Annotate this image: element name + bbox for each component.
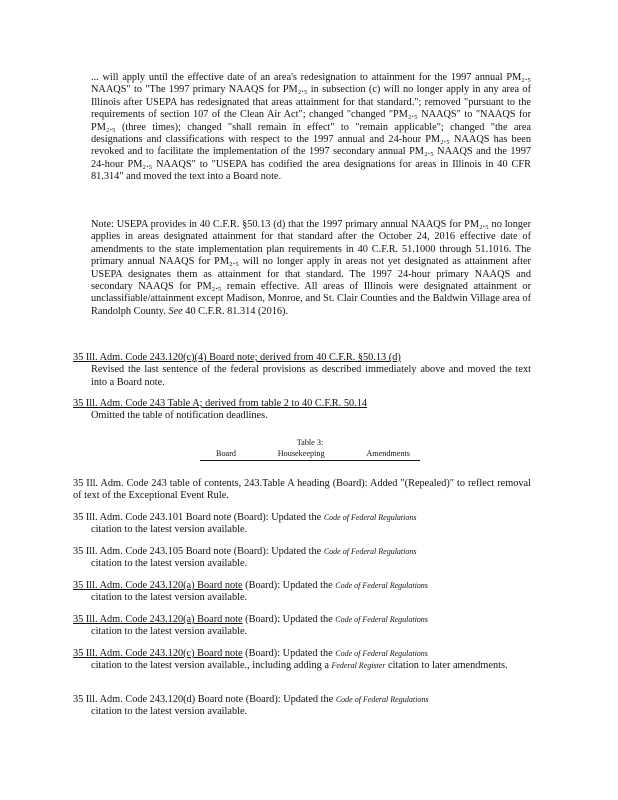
entry-reference: 35 Ill. Adm. Code 243.120(a) Board note — [73, 580, 243, 591]
see-signal: See — [168, 305, 183, 317]
housekeeping-entry-243-101: 35 Ill. Adm. Code 243.101 Board note (Board): Updated the Code of Federal Regulations citation to the latest version available. — [73, 512, 417, 536]
entry-description: Omitted the table of notification deadlines. — [91, 410, 268, 422]
table-3-heading — [200, 437, 420, 461]
housekeeping-entry-243-120-d: 35 Ill. Adm. Code 243.120(d) Board note (Board): Updated the Code of Federal Regulations citation to the latest version available. — [73, 694, 429, 718]
cfr-title: Code of Federal Regulations — [335, 649, 428, 658]
table-title: Table 3: — [296, 438, 324, 447]
housekeeping-entry-243-120-a-1: 35 Ill. Adm. Code 243.120(a) Board note (Board): Updated the Code of Federal Regulations citation to the latest version available. — [73, 580, 428, 604]
housekeeping-entry-243-105: 35 Ill. Adm. Code 243.105 Board note (Board): Updated the Code of Federal Regulations citation to the latest version available. — [73, 546, 417, 570]
entry-243-120-c-4 — [73, 352, 531, 389]
entry-243-table-a — [73, 398, 531, 423]
housekeeping-entry-243-120-a-2: 35 Ill. Adm. Code 243.120(a) Board note (Board): Updated the Code of Federal Regulations citation to the latest version available. — [73, 614, 428, 638]
note-text: Note: USEPA provides in 40 C.F.R. §50.13 (d) that the 1997 primary annual NAAQS for PM₂.₅ no longer applies in areas designated attainment for that standard after the October 24, 2016 effective date of amendments to the state implementation plan requirements in 40 C.F.R. 51.1000 through 51.1016. The primary annual NAAQS for PM₂.₅ will no longer apply in areas not yet designated as attainment after USEPA designates them as attainment for that standard. The 1997 24-hour primary NAAQS and secondary NAAQS for PM₂.₅ remain effective. All areas of Illinois were designated attainment or unclassifiable/attainment except Madison, Monroe, and St. Clair Counties and the Baldwin Village area of Randolph County. — [91, 219, 531, 317]
paragraph-amendment-description: ... will apply until the effective date of an area's redesignation to attainment for the 1997 annual PM₂.₅ NAAQS" to "The 1997 primary NAAQS for PM₂.₅ in subsection (c) will no longer apply in any area of Illinois after USEPA has redesignated that areas attainment for that standard."; removed "pursuant to the requirements of section 107 of the Clean Air Act"; changed "changed "PM₂.₅ NAAQS" to "NAAQS for PM₂.₅ (three times); changed "shall remain in effect" to "remain applicable"; changed "the area designations and classifications with respect to the 1997 annual and 24-hour PM₂.₅ NAAQS has been revoked and to facilitate the implementation of the 1997 secondary annual PM₂.₅ NAAQS and the 1997 24-hour PM₂.₅ NAAQS" to "USEPA has codified the area designations for areas in Illinois in 40 CFR 81.314" and moved the text into a Board note. — [91, 72, 531, 183]
cfr-title: Code of Federal Regulations — [323, 547, 417, 556]
entry-reference: 35 Ill. Adm. Code 243 Table A; derived from table 2 to 40 C.F.R. 50.14 — [73, 398, 367, 409]
entry-reference: 35 Ill. Adm. Code 243.101 Board note (Board): — [73, 512, 269, 523]
cfr-title: Code of Federal Regulations — [335, 581, 428, 590]
entry-text: 35 Ill. Adm. Code 243 table of contents, 243.Table A heading (Board): Added "(Repealed)" to reflect removal of text of the Exceptional Event Rule. — [73, 478, 531, 502]
housekeeping-entry-toc — [73, 478, 531, 503]
entry-reference: 35 Ill. Adm. Code 243.120(a) Board note — [73, 614, 243, 625]
cfr-title: Code of Federal Regulations — [335, 695, 429, 704]
cfr-title: Code of Federal Regulations — [323, 513, 417, 522]
column-board: Board — [216, 449, 237, 458]
table-columns — [200, 448, 420, 461]
entry-reference: 35 Ill. Adm. Code 243.120(c)(4) Board note; derived from 40 C.F.R. §50.13 (d) — [73, 352, 401, 363]
entry-reference: 35 Ill. Adm. Code 243.120(d) Board note (Board): — [73, 694, 281, 705]
entry-reference: 35 Ill. Adm. Code 243.105 Board note (Board): — [73, 546, 269, 557]
column-amendments: Amendments — [366, 449, 410, 458]
paragraph-note — [91, 219, 531, 318]
cfr-title: Code of Federal Regulations — [335, 615, 428, 624]
note-citation: 40 C.F.R. 81.314 (2016). — [185, 305, 289, 317]
housekeeping-entry-243-120-c: 35 Ill. Adm. Code 243.120(c) Board note (Board): Updated the Code of Federal Regulations citation to the latest version available., including adding a Federal Register citation to later amendments. — [73, 648, 508, 672]
entry-description: Revised the last sentence of the federal provisions as described immediately above and moved the text into a Board note. — [91, 364, 531, 388]
entry-reference: 35 Ill. Adm. Code 243.120(c) Board note — [73, 648, 243, 659]
column-housekeeping: Housekeeping — [277, 449, 325, 458]
federal-register-title: Federal Register — [331, 661, 386, 671]
